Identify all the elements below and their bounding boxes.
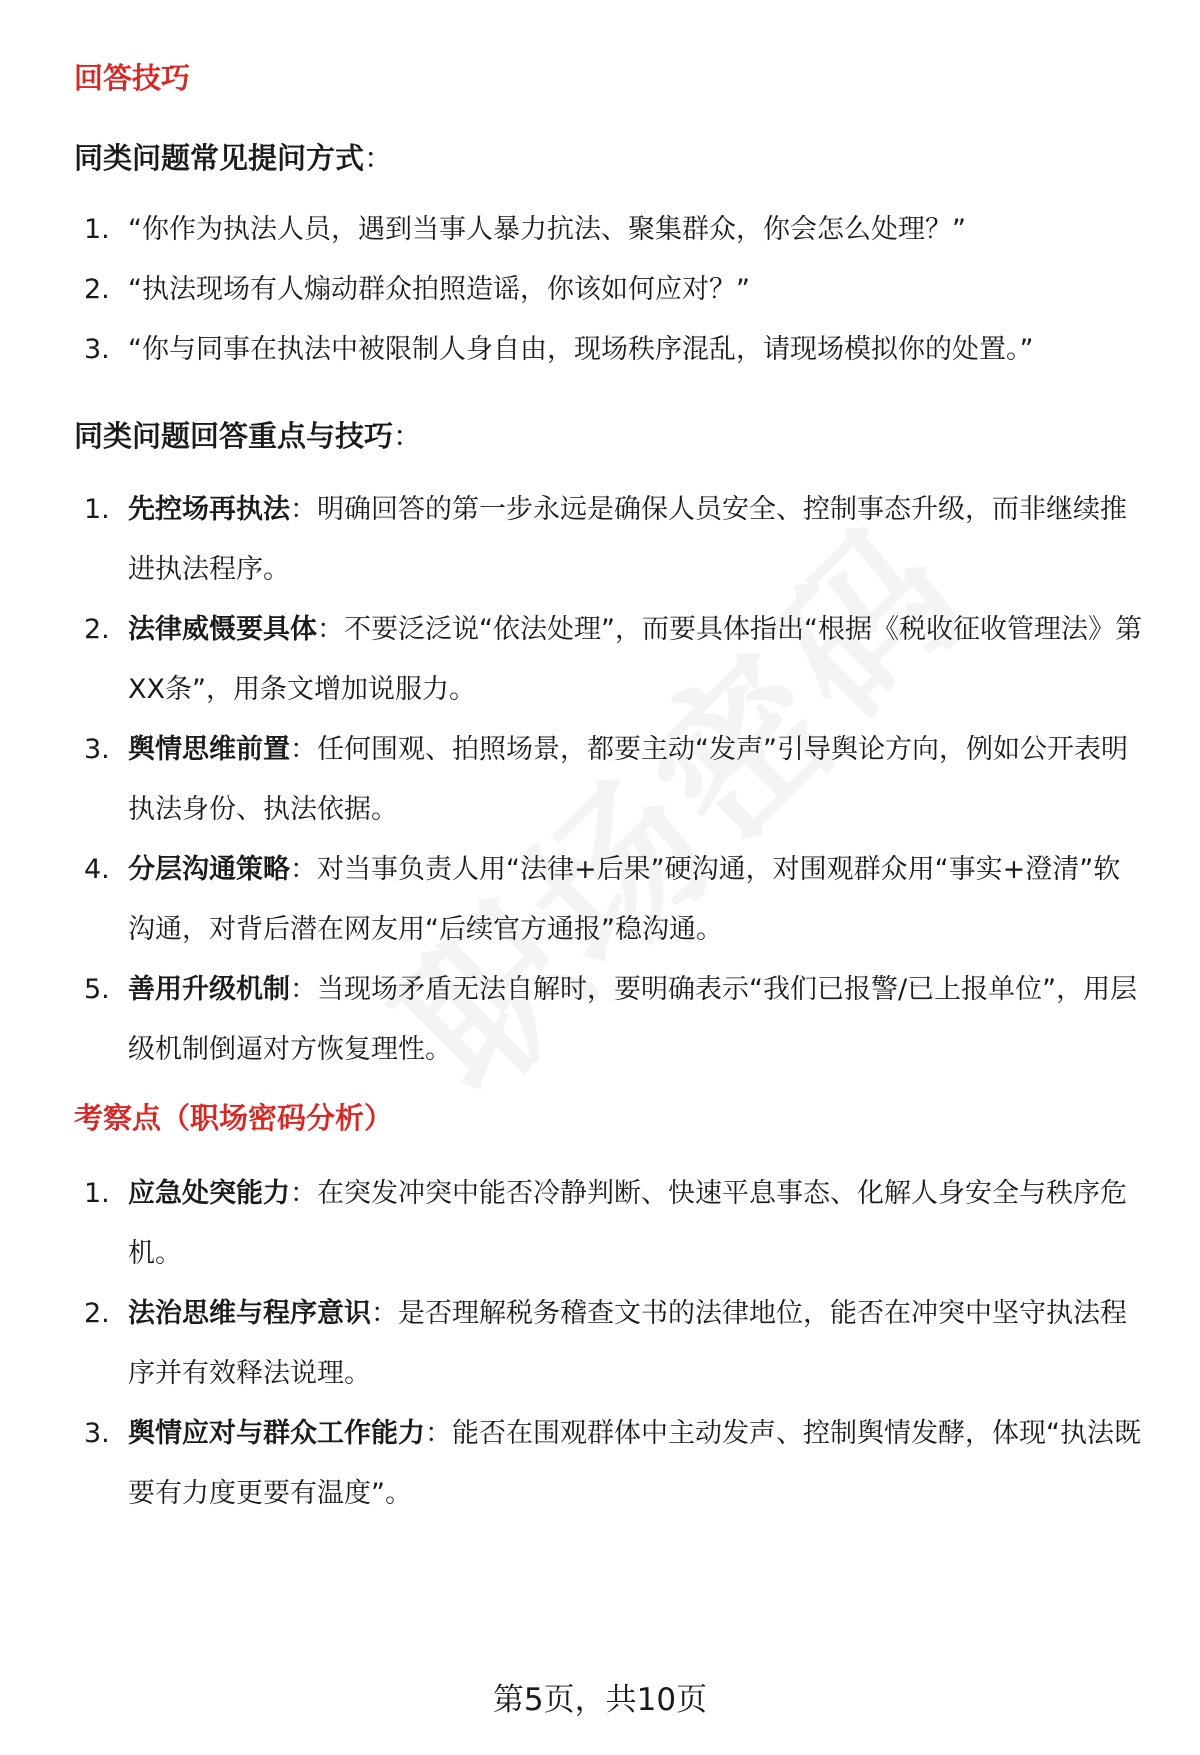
point-keyword: 法治思维与程序意识 [128,1298,371,1329]
list-item [74,200,1144,260]
list-number: 1. [84,214,110,245]
point-keyword: 舆情应对与群众工作能力 [128,1418,425,1449]
list-number: 1. [84,1178,110,1209]
list-number: 3. [84,734,110,765]
tips-heading-text: 同类问题回答重点与技巧 [74,419,394,453]
tips-heading-colon: ： [393,419,423,453]
list-number: 2. [84,274,110,305]
question-text: “你与同事在执法中被限制人身自由，现场秩序混乱，请现场模拟你的处置。” [128,334,1034,365]
assessment-list [74,1164,1144,1524]
list-item [74,260,1144,320]
questions-list [74,200,1144,380]
section-title-answer-tips: 回答技巧 [74,61,191,95]
tip-text: ：任何围观、拍照场景，都要主动“发声”引导舆论方向，例如公开表明执法身份、执法依据。 [128,734,1128,825]
tip-text: ：不要泛泛说“依法处理”，而要具体指出“根据《税收征收管理法》第XX条”，用条文增加说服力。 [128,614,1142,705]
list-item [74,840,1144,960]
question-text: “你作为执法人员，遇到当事人暴力抗法、聚集群众，你会怎么处理？” [128,214,966,245]
list-number: 5. [84,974,110,1005]
list-number: 3. [84,1418,110,1449]
tips-list [74,480,1144,1080]
tip-keyword: 善用升级机制 [128,974,290,1005]
list-item [74,600,1144,720]
tip-text: ：对当事负责人用“法律+后果”硬沟通，对围观群众用“事实+澄清”软沟通，对背后潜在网友用“后续官方通报”稳沟通。 [128,854,1121,945]
list-number: 2. [84,614,110,645]
tip-text: ：明确回答的第一步永远是确保人员安全、控制事态升级，而非继续推进执法程序。 [128,494,1127,585]
list-item [74,1164,1144,1284]
list-item [74,320,1144,380]
list-item [74,1404,1144,1524]
tips-heading [74,414,1144,458]
point-keyword: 应急处突能力 [128,1178,290,1209]
section-title-assessment: 考察点（职场密码分析） [74,1101,394,1135]
list-number: 1. [84,494,110,525]
point-text: ：在突发冲突中能否冷静判断、快速平息事态、化解人身安全与秩序危机。 [128,1178,1127,1269]
questions-heading [74,136,1144,180]
list-item [74,720,1144,840]
question-text: “执法现场有人煽动群众拍照造谣，你该如何应对？” [128,274,750,305]
list-item [74,1284,1144,1404]
document-page [74,56,1144,1524]
tip-keyword: 法律威慑要具体 [128,614,317,645]
questions-heading-text: 同类问题常见提问方式 [74,141,365,175]
questions-heading-colon: ： [364,141,394,175]
tip-keyword: 分层沟通策略 [128,854,290,885]
list-number: 3. [84,334,110,365]
list-number: 2. [84,1298,110,1329]
list-item [74,480,1144,600]
tip-keyword: 舆情思维前置 [128,734,290,765]
point-text: ：是否理解税务稽查文书的法律地位，能否在冲突中坚守执法程序并有效释法说理。 [128,1298,1127,1389]
list-number: 4. [84,854,110,885]
page-number-footer: 第5页，共10页 [492,1682,708,1718]
tip-keyword: 先控场再执法 [128,494,290,525]
point-text: ：能否在围观群体中主动发声、控制舆情发酵，体现“执法既要有力度更要有温度”。 [128,1418,1141,1509]
tip-text: ：当现场矛盾无法自解时，要明确表示“我们已报警/已上报单位”，用层级机制倒逼对方恢复理性。 [128,974,1138,1065]
list-item [74,960,1144,1080]
